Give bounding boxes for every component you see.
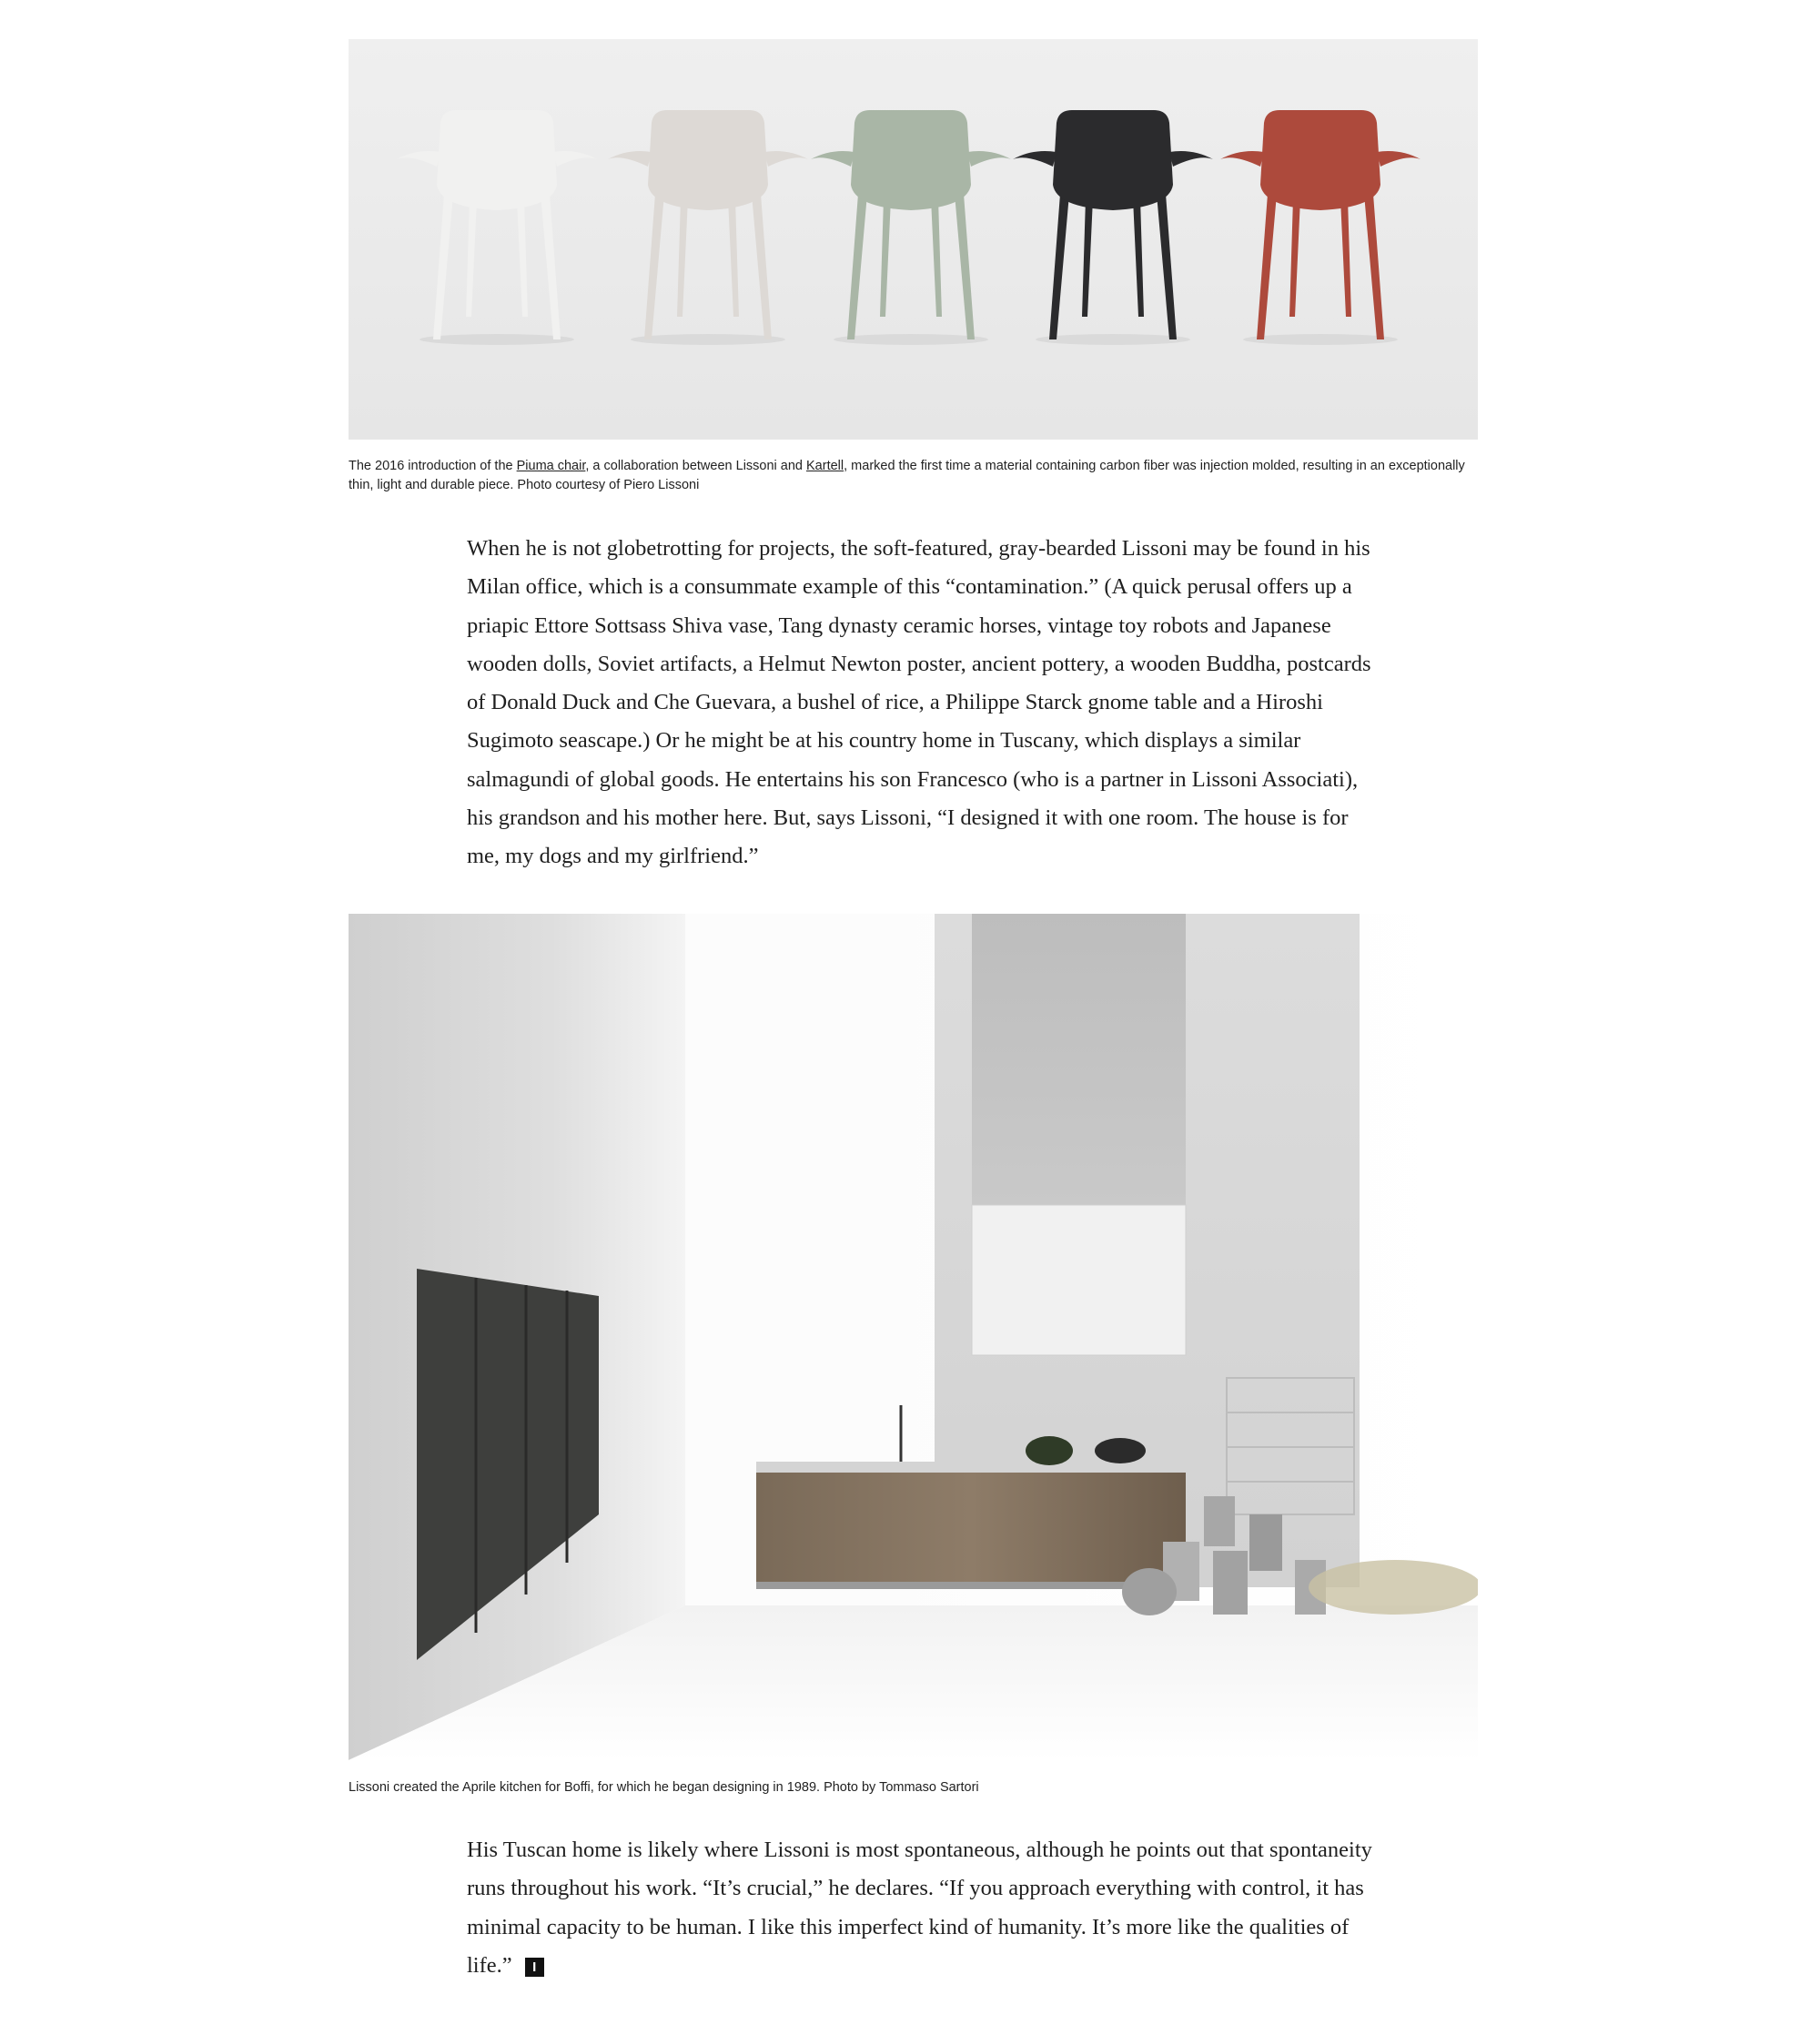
caption-text: The 2016 introduction of the (349, 459, 517, 473)
article-paragraph (467, 1831, 1377, 1985)
figure-1-caption (349, 457, 1478, 495)
piuma-chairs-photo (349, 39, 1478, 440)
kitchen-illustration (349, 914, 1478, 1760)
article-paragraph: When he is not globetrotting for projects, the soft-featured, gray-bearded Lissoni may be found in his Milan office, which is a consummate example of this “contamination.” (A quick perusal offers up a priapic Ettore Sottsass Shiva vase, Tang dynasty ceramic horses, vintage toy robots and Japanese wooden dolls, Soviet artifacts, a Helmut Newton poster, ancient pottery, a wooden Buddha, postcards of Donald Duck and Che Guevara, a bushel of rice, a Philippe Starck gnome table and a Hiroshi Sugimoto seascape.) Or he might be at his country home in Tuscany, which displays a similar salmagundi of global goods. He entertains his son Francesco (who is a partner in Lissoni Associati), his grandson and his mother here. But, says Lissoni, “I designed it with one room. The house is for me, my dogs and my girlfriend.” (467, 536, 1371, 869)
kartell-link[interactable]: Kartell (806, 459, 844, 473)
caption-text: , a collaboration between Lissoni and (585, 459, 807, 473)
chairs-illustration (349, 39, 1478, 440)
piuma-chair-link[interactable]: Piuma chair (516, 459, 586, 473)
end-of-article-mark: I (525, 1958, 544, 1977)
aprile-kitchen-photo (349, 914, 1478, 1760)
caption-text: , marked the first time a material containing carbon fiber was injection molded, resulting in an exceptionally thin, light and durable piece. Photo courtesy of Piero Lissoni (349, 459, 1465, 492)
figure-2-caption: Lissoni created the Aprile kitchen for Boffi, for which he began designing in 1989. Photo by Tommaso Sartori (349, 1780, 979, 1795)
article-paragraph-text: His Tuscan home is likely where Lissoni is most spontaneous, although he points out that spontaneity runs throughout his work. “It’s crucial,” he declares. “If you approach everything with control, it has minimal capacity to be human. I like this imperfect kind of humanity. It’s more like the qualities of life.” (467, 1838, 1372, 1978)
